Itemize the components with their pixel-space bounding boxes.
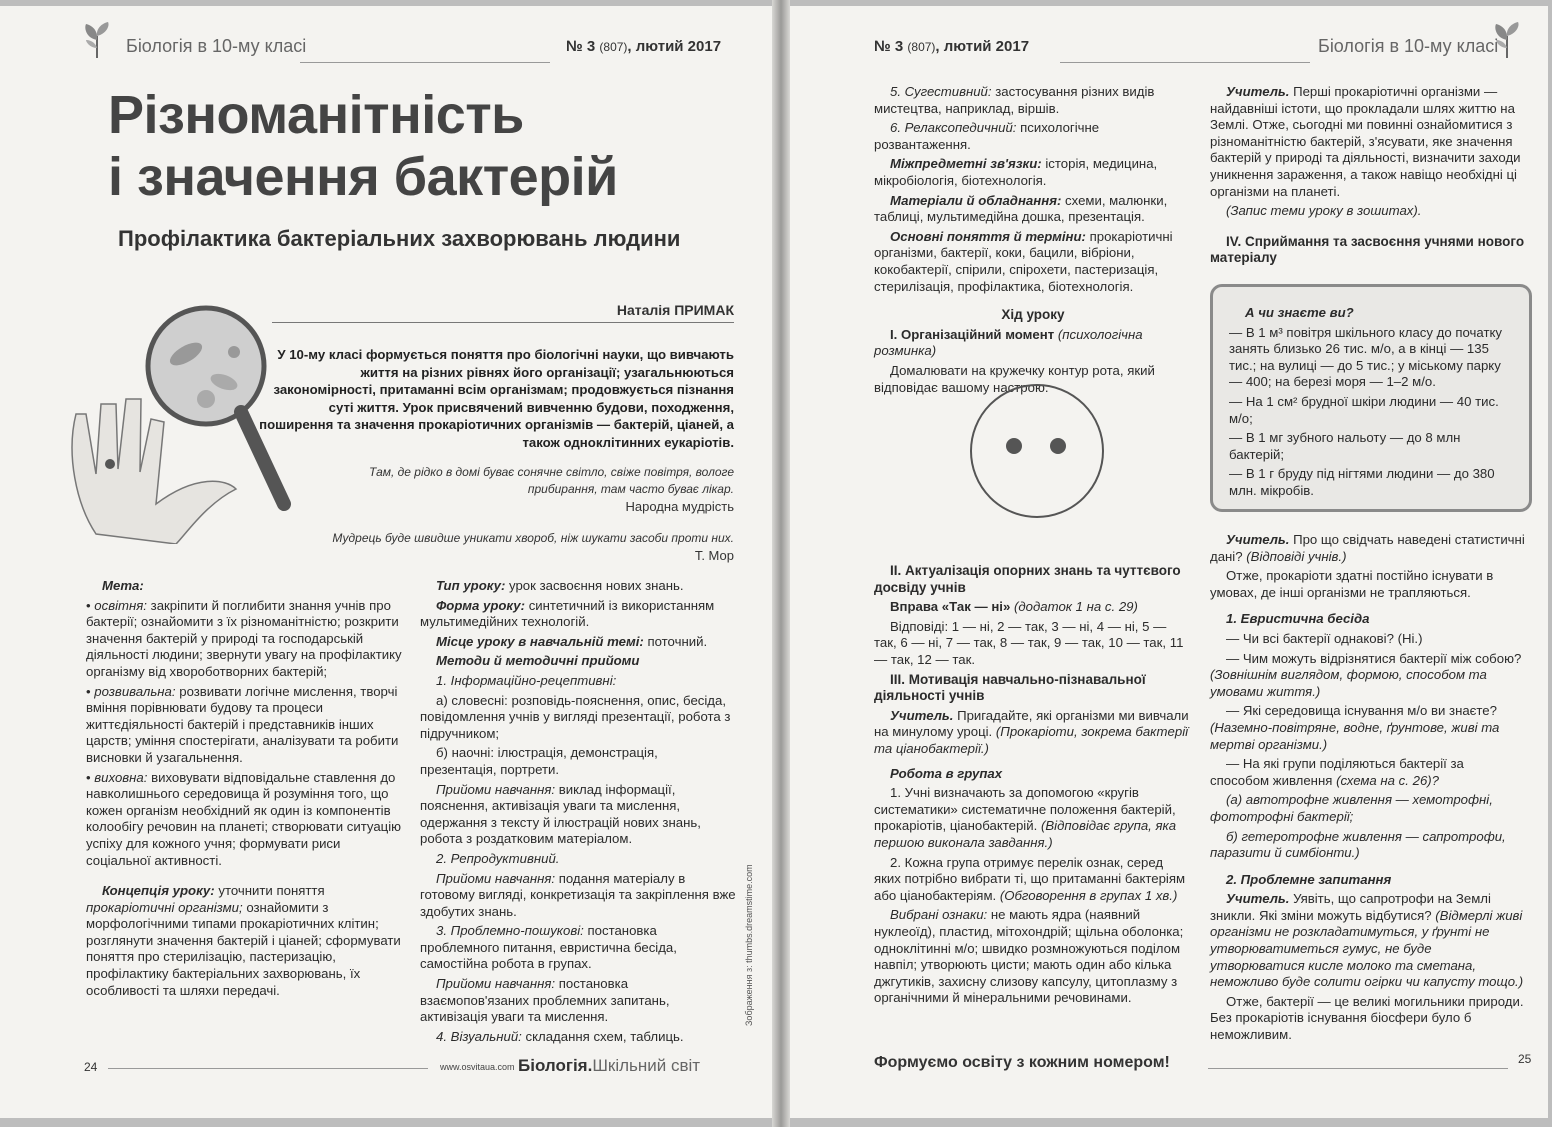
journal-title-right: Біологія в 10-му класі [1318, 36, 1499, 56]
sprout-icon [1490, 20, 1524, 60]
article-subtitle: Профілактика бактеріальних захворювань людини [118, 226, 681, 251]
right-column-2 [1210, 84, 1526, 270]
header-rule [300, 62, 550, 63]
question-2: — Чим можуть відрізнятися бактерії між собою? (Зовнішнім виглядом, формою, способом та умовами життя.) [1210, 650, 1522, 699]
lesson-type: Тип уроку: урок засвоєння нових знань. [436, 578, 684, 593]
selected-features: Вибрані ознаки: не мають ядра (наявний нуклеоїд), пластид, мітохондрій; щільна оболонка; одноклітинні м/о; швидко розмножуються поділом навпіл; утворюють цисти; мають один або кілька джгутиків, захисну слизову капсулу, цитоплазму з органічними й мінеральними речовинами. [874, 907, 1184, 1006]
teacher-problem: Учитель. Уявіть, що сапротрофи на Землі зникли. Які зміни можуть відбутися? (Відмерлі живі організми не розкладатимуться, у ґрунті не утворюватиметься гумус, не буде утворюватися кисле молоко та сметана, неможливо буде солити огірки чи капусту тощо.) [1210, 891, 1524, 990]
mood-circle [970, 384, 1104, 518]
group-task-1: 1. Учні визначають за допомогою «кругів систематики» систематичне положення бактерій, прокаріотів, ціанобактерій. (Відповідає група, яка першою виконала завдання.) [874, 785, 1177, 850]
answer-4a: (а) автотрофне живлення — хемотрофні, фототрофні бактерії; [1210, 792, 1493, 824]
intro-lead: У 10-му класі формується поняття про біологічні науки, що вивчають життя на різних рівнях його організації; узагальнюються закономірності, притаманні всім організмам; продовжується пізнання суті життя. Урок присвячений вивченню будови, походження, поширення та значення прокаріотичних організмів — бактерій, ціаней, а також одноклітинних еукаріотів. [259, 347, 734, 450]
teacher-statistics: Учитель. Про що свідчать наведені статистичні дані? (Відповіді учнів.) [1210, 532, 1525, 564]
right-column-1 [874, 84, 1192, 1010]
method-2-techniques: Прийоми навчання: подання матеріалу в готовому вигляді, конкретизація та закріплення вже здобутих знань. [420, 870, 736, 919]
journal-title: Біологія в 10-му класі [126, 36, 307, 56]
footer-brand: Біологія.Шкільний світ [518, 1056, 701, 1075]
question-3: — Які середовища існування м/о ви знаєте? (Наземно-повітряне, водне, ґрунтове, живі та мертві організми.) [1210, 703, 1500, 752]
group-task-2: 2. Кожна група отримує перелік ознак, серед яких потрібно вибрати ті, що притаманні бактеріям або ціанобактеріям. (Обговорення в групах 1 хв.) [874, 854, 1186, 903]
lesson-concept: Концепція уроку: уточнити поняття прокаріотичні організми; ознайомити з морфологічними типами прокаріотичних клітин; розглянути значення бактерій і ціаней; сформувати поняття про стерилізацію, пастеризацію, профілактику бактеріальних захворювань, їх особливості та шляхи передачі. [86, 883, 401, 998]
author-rule [272, 322, 734, 323]
left-column-2 [420, 578, 736, 1048]
method-5: 5. Сугестивний: застосування різних видів мистецтва, наприклад, віршів. [874, 84, 1155, 116]
exercise-answers: Відповіді: 1 — ні, 2 — так, 3 — ні, 4 — ні, 5 — так, 6 — ні, 7 — так, 8 — так, 9 — так, 10 — так, 11 — так, 12 — так. [874, 618, 1184, 668]
article-title: Різноманітність і значення бактерій [108, 85, 618, 207]
sprout-icon [80, 20, 114, 60]
header-rule-right [1060, 62, 1310, 63]
fact-3: — В 1 мг зубного нальоту — до 8 млн бактерій; [1229, 430, 1461, 462]
section-2-heading: II. Актуалізація опорних знань та чуттєвого досвіду учнів [874, 563, 1181, 595]
method-2: 2. Репродуктивний. [436, 850, 560, 866]
image-credit: Зображення з: thumbs.dreamstime.com [744, 864, 754, 1026]
topic-note: (Запис теми уроку в зошитах). [1226, 203, 1422, 219]
footer-url: www.osvitaua.com [440, 1062, 515, 1072]
section-4-heading: IV. Сприймання та засвоєння учнями нового матеріалу [1210, 233, 1525, 266]
materials: Матеріали й обладнання: схеми, малюнки, таблиці, мультимедійна дошка, презентація. [874, 192, 1168, 225]
question-4: — На які групи поділяються бактерії за способом живлення (схема на с. 26)? [1210, 756, 1464, 788]
issue-info-right: № 3 (807), лютий 2017 [874, 38, 1030, 55]
issue-info: № 3 (807), лютий 2017 [566, 38, 722, 55]
page-number-left: 24 [84, 1060, 98, 1074]
did-you-know-box [1210, 284, 1532, 512]
lesson-form: Форма уроку: синтетичний із використанням мультимедійних технологій. [420, 597, 715, 630]
author-name: Наталія ПРИМАК [616, 302, 734, 318]
right-header [790, 34, 1548, 70]
section-3-heading: III. Мотивація навчально-пізнавальної діяльності учнів [874, 671, 1146, 704]
lesson-course-heading: Хід уроку [1001, 307, 1065, 323]
epigraph-1: Там, де рідко в домі буває сонячне світло, свіже повітря, вологе прибирання, там часто буває лікар. Народна мудрість [369, 465, 734, 514]
left-page [0, 6, 772, 1118]
method-4: 4. Візуальний: складання схем, таблиць. [436, 1028, 684, 1044]
right-eye [1050, 438, 1066, 454]
method-1: 1. Інформаційно-рецептивні: [436, 672, 617, 688]
group-work-heading: Робота в групах [890, 765, 1003, 781]
page-number-right: 25 [1518, 1052, 1532, 1066]
fact-4: — В 1 г бруду під нігтями людини — до 380 млн. мікробів. [1229, 466, 1495, 498]
goal-upbringing: • виховна: виховувати відповідальне ставлення до навколишнього середовища й розуміння того, що кожен організм необхідний як один із компонентів колообігу речовин на планеті; створювати ситуацію успіху для кожного учня; формувати риси соціальної активності. [86, 769, 402, 868]
problem-heading: 2. Проблемне запитання [1226, 871, 1392, 887]
method-1a: а) словесні: розповідь-пояснення, опис, бесіда, повідомлення учнів у вигляді презентації, робота з підручником; [420, 692, 731, 741]
goal-label: Мета: [102, 578, 144, 593]
final-conclusion: Отже, бактерії — це великі могильники природи. Без прокаріотів існування біосфери було б неможливим. [1210, 993, 1524, 1043]
right-column-2-lower [1210, 532, 1526, 1047]
fact-2: — На 1 см² брудної шкіри людини — 40 тис. м/о; [1229, 393, 1499, 426]
key-terms: Основні поняття й терміни: прокаріотичні організми, бактерії, коки, бацили, вібріони, кокобактерії, спірили, спірохети, пастеризація, стерилізація, профілактика, біотехнологія. [874, 228, 1173, 294]
yes-no-exercise: Вправа «Так — ні» (додаток 1 на с. 29) [890, 599, 1138, 615]
question-1: — Чи всі бактерії однакові? (Ні.) [1226, 630, 1423, 646]
heuristic-heading: 1. Евристична бесіда [1226, 611, 1370, 627]
teacher-intro: Учитель. Перші прокаріотичні організми — найдавніші істоти, що прокладали шлях життю на Землі. Отже, сьогодні ми повинні ознайомитися з різноманітністю бактерій, з'ясувати, яке значення бактерій у природі та діяльності, визначити заходи уникнення зараження, а також навіщо необхідні ці організми на планеті. [1210, 84, 1521, 199]
left-column-1 [86, 578, 404, 1002]
section-3-text: Учитель. Пригадайте, які організми ми вивчали на минулому уроці. (Прокаріоти, зокрема бактерії та ціанобактерії.) [874, 707, 1189, 757]
left-eye [1006, 438, 1022, 454]
lesson-place: Місце уроку в навчальній темі: поточний. [436, 633, 708, 649]
method-6: 6. Релаксопедичний: психологічне розвантаження. [874, 120, 1100, 152]
interdisciplinary-links: Міжпредметні зв'язки: історія, медицина, мікробіологія, біотехнологія. [874, 156, 1158, 188]
conclusion-text: Отже, прокаріоти здатні постійно існувати в умовах, де інші організми не трапляються. [1210, 568, 1494, 600]
box-title: А чи знаєте ви? [1245, 305, 1354, 320]
fact-1: — В 1 м³ повітря шкільного класу до початку занять близько 26 тис. м/о, а в кінці — 135 тис.; на вулиці — до 5 тис.; у міському парку — 400; на березі моря — 1–2 м/о. [1229, 324, 1502, 390]
method-3-techniques: Прийоми навчання: постановка взаємопов'язаних проблемних запитань, активізація уваги та мислення. [420, 976, 670, 1025]
page-gutter [772, 0, 790, 1127]
method-1-techniques: Прийоми навчання: виклад інформації, пояснення, активізація уваги та мислення, одержання з тексту й ілюстрацій нових знань, робота з роздатковим матеріалом. [420, 781, 701, 847]
answer-4b: б) гетеротрофне живлення — сапротрофи, паразити й симбіонти.) [1210, 828, 1506, 861]
section-1-heading: I. Організаційний момент (психологічна розминка) [874, 326, 1143, 359]
goal-developmental: • розвивальна: розвивати логічне мислення, творчі вміння порівнювати будову та процеси життєдіяльності бактерій і представників інших царств; уміння спостерігати, аналізувати та робити висновки й узагальнення. [86, 683, 399, 765]
epigraph-2: Мудрець буде швидше уникати хвороб, ніж шукати засоби проти них. Т. Мор [332, 531, 734, 563]
method-1b: б) наочні: ілюстрація, демонстрація, презентація, портрети. [420, 745, 658, 777]
footer-slogan: Формуємо освіту з кожним номером! [874, 1054, 1170, 1071]
methods-label: Методи й методичні прийоми [436, 653, 640, 669]
goal-educational: • освітня: закріпити й поглибити знання учнів про бактерії; ознайомити з їх різноманітністю; розкрити значення бактерій у природі та господарській діяльності людини; звернути увагу на профілактику організму від хвороботворних бактерій; [86, 597, 402, 679]
right-page [790, 6, 1548, 1118]
section-1-text: Домалювати на кружечку контур рота, який відповідає вашому настрою. [874, 362, 1155, 395]
left-header [0, 34, 772, 70]
method-3: 3. Проблемно-пошукові: постановка проблемного питання, евристична бесіда, самостійна робота в групах. [420, 923, 677, 972]
